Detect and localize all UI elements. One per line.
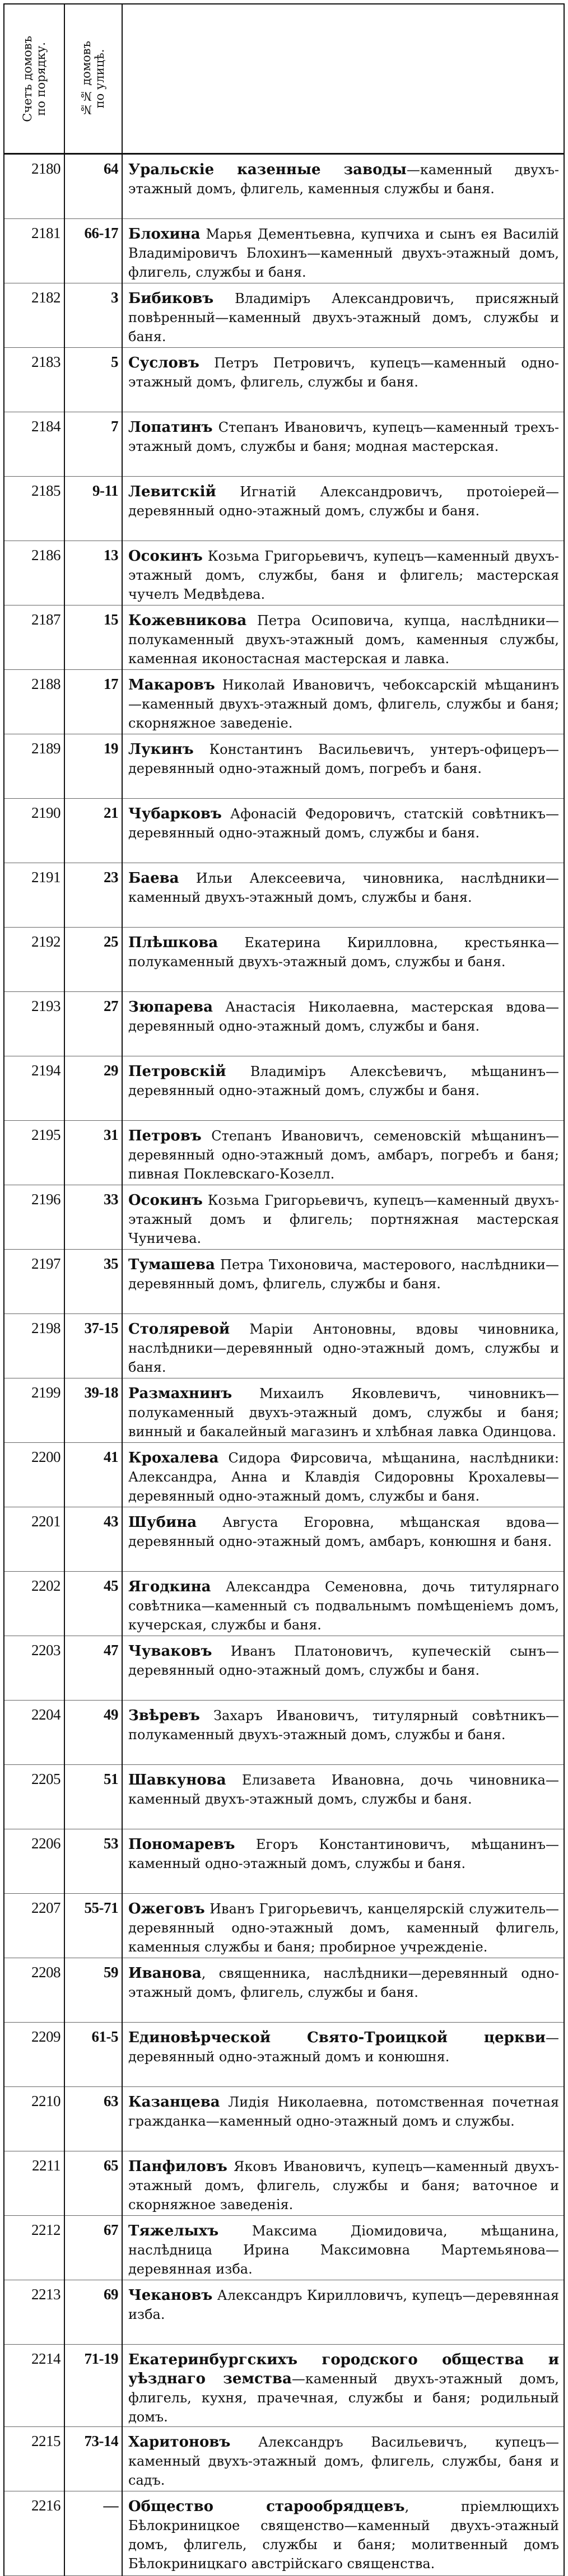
property-details: Августа Егоровна, мѣщанская вдова—деревянный одно-этажный домъ, амбаръ, конюшня и баня.	[128, 1515, 559, 1549]
table-row	[4, 1443, 564, 1507]
owner-name: Шавкунова	[128, 1772, 226, 1788]
table-row	[4, 412, 564, 477]
entry-description	[122, 2023, 564, 2087]
entry-description	[122, 348, 564, 412]
street-number: 17	[64, 670, 122, 734]
owner-name: Иванова	[128, 1965, 202, 1982]
entry-description	[122, 1636, 564, 1701]
table-row	[4, 2151, 564, 2216]
header-street-number-label: №№ домовъ по улицѣ.	[80, 41, 107, 117]
property-details: Иванъ Григорьевичъ, канцелярскій служитель—деревянный одно-этажный домъ, каменный флигель, каменныя службы и баня; пробирное учрежденіе.	[128, 1901, 559, 1955]
table-row	[4, 992, 564, 1056]
owner-name: Ожеговъ	[128, 1900, 205, 1917]
entry-description	[122, 992, 564, 1056]
table-row	[4, 1765, 564, 1829]
table-row	[4, 219, 564, 283]
entry-description	[122, 1765, 564, 1829]
order-number: 2185	[4, 477, 64, 541]
street-number: 66-17	[64, 219, 122, 283]
table-row	[4, 799, 564, 863]
property-details: Анастасія Николаевна, мастерская вдова—деревянный одно-этажный домъ, службы и баня.	[128, 999, 559, 1034]
house-register-table	[3, 3, 565, 2576]
street-number: 13	[64, 541, 122, 605]
street-number: 19	[64, 734, 122, 799]
property-details: Петра Осиповича, купца, наслѣдники—полукаменный двухъ-этажный домъ, каменныя службы, каменная иконостасная мастерская и лавка.	[128, 613, 559, 667]
owner-name: Осокинъ	[128, 1192, 203, 1209]
order-number: 2208	[4, 1958, 64, 2023]
property-details: Степанъ Ивановичъ, купецъ—каменный трехъ-этажный домъ, службы и баня; модная мастерская.	[128, 420, 559, 454]
owner-name: Бибиковъ	[128, 290, 214, 307]
property-details: Захаръ Ивановичъ, титулярный совѣтникъ—полукаменный двухъ-этажный домъ, службы и баня.	[128, 1708, 559, 1743]
owner-name: Зюпарева	[128, 999, 213, 1016]
table-row	[4, 2280, 564, 2345]
entry-description	[122, 1056, 564, 1121]
street-number: 5	[64, 348, 122, 412]
table-row	[4, 1121, 564, 1185]
owner-name: Единовѣрческой Свято-Троицкой церкви	[128, 2029, 546, 2046]
entry-description	[122, 541, 564, 605]
order-number: 2184	[4, 412, 64, 477]
owner-name: Общество старообрядцевъ	[128, 2498, 405, 2515]
street-number: 31	[64, 1121, 122, 1185]
property-details: Николай Ивановичъ, чебоксарскій мѣщанинъ—каменный двухъ-этажный домъ, флигель, службы и баня; скорняжное заведеніе.	[128, 677, 559, 731]
property-details: Александръ Кирилловичъ, купецъ—деревянная изба.	[128, 2288, 559, 2322]
table-row	[4, 734, 564, 799]
street-number: 23	[64, 863, 122, 928]
order-number: 2200	[4, 1443, 64, 1507]
order-number: 2204	[4, 1701, 64, 1765]
street-number: 45	[64, 1572, 122, 1636]
owner-name: Казанцева	[128, 2094, 220, 2111]
order-number: 2187	[4, 605, 64, 670]
entry-description	[122, 412, 564, 477]
table-row	[4, 1829, 564, 1894]
entry-description	[122, 928, 564, 992]
order-number: 2199	[4, 1378, 64, 1443]
order-number: 2193	[4, 992, 64, 1056]
table-row	[4, 283, 564, 348]
table-row	[4, 1250, 564, 1314]
order-number: 2189	[4, 734, 64, 799]
table-row	[4, 2491, 564, 2576]
property-details: —деревянный одно-этажный домъ и конюшня.	[128, 2030, 559, 2065]
street-number: 9-11	[64, 477, 122, 541]
owner-name: Екатеринбургскихъ городского общества и уѣзднаго земства	[128, 2351, 559, 2387]
property-details: Владиміръ Александровичъ, присяжный повѣренный—каменный двухъ-этажный домъ, службы и баня.	[128, 291, 559, 344]
order-number: 2195	[4, 1121, 64, 1185]
property-details: Ильи Алексеевича, чиновника, наслѣдники—каменный двухъ-этажный домъ, службы и баня.	[128, 870, 559, 905]
entry-description	[122, 799, 564, 863]
table-row	[4, 1056, 564, 1121]
owner-name: Ягодкина	[128, 1578, 211, 1595]
table-row	[4, 605, 564, 670]
table-row	[4, 2216, 564, 2280]
property-details: Марья Дементьевна, купчиха и сынъ ея Василій Владиміровичъ Блохинъ—каменный двухъ-этажный домъ, флигель, службы и баня.	[128, 226, 559, 280]
order-number: 2190	[4, 799, 64, 863]
property-details: Александра Семеновна, дочь титулярнаго совѣтника—каменный съ подвальнымъ помѣщеніемъ домъ, кучерская, службы и баня.	[128, 1579, 559, 1633]
order-number: 2206	[4, 1829, 64, 1894]
street-number: 27	[64, 992, 122, 1056]
order-number: 2183	[4, 348, 64, 412]
order-number: 2196	[4, 1185, 64, 1250]
street-number: 33	[64, 1185, 122, 1250]
owner-name: Шубина	[128, 1514, 197, 1531]
header-order-number	[4, 4, 64, 154]
property-details: Лидія Николаевна, потомственная почетная гражданка—каменный одно-этажный домъ и службы.	[128, 2094, 559, 2129]
entry-description	[122, 1829, 564, 1894]
order-number: 2211	[4, 2151, 64, 2216]
entry-description	[122, 2087, 564, 2151]
order-number: 2210	[4, 2087, 64, 2151]
entry-description	[122, 2427, 564, 2491]
order-number: 2215	[4, 2427, 64, 2491]
entry-description	[122, 1250, 564, 1314]
entry-description	[122, 1572, 564, 1636]
property-details: Петра Тихоновича, мастерового, наслѣдники—деревянный домъ, флигель, службы и баня.	[128, 1257, 559, 1292]
order-number: 2205	[4, 1765, 64, 1829]
table-row	[4, 1958, 564, 2023]
owner-name: Петровскій	[128, 1063, 226, 1080]
street-number: 65	[64, 2151, 122, 2216]
owner-name: Плѣшкова	[128, 934, 218, 951]
property-details: —каменный двухъ-этажный домъ, флигель, кухня, прачечная, службы и баня; родильный домъ.	[128, 2371, 560, 2425]
street-number: 29	[64, 1056, 122, 1121]
property-details: Козьма Григорьевичъ, купецъ—каменный двухъ-этажный домъ, службы, баня и флигель; мастерская чучелъ Медвѣдева.	[128, 548, 559, 602]
owner-name: Кожевникова	[128, 612, 247, 629]
order-number: 2202	[4, 1572, 64, 1636]
street-number: 7	[64, 412, 122, 477]
table-row	[4, 1314, 564, 1378]
order-number: 2214	[4, 2345, 64, 2427]
entry-description	[122, 2491, 564, 2576]
street-number: 69	[64, 2280, 122, 2345]
street-number: 35	[64, 1250, 122, 1314]
entry-description	[122, 1507, 564, 1572]
street-number: 51	[64, 1765, 122, 1829]
street-number: 63	[64, 2087, 122, 2151]
order-number: 2180	[4, 154, 64, 219]
entry-description	[122, 605, 564, 670]
order-number: 2181	[4, 219, 64, 283]
property-details: Константинъ Васильевичъ, унтеръ-офицеръ—деревянный одно-этажный домъ, погребъ и баня.	[128, 742, 559, 776]
table-row	[4, 928, 564, 992]
order-number: 2207	[4, 1894, 64, 1958]
owner-name: Чуваковъ	[128, 1643, 212, 1660]
table-row	[4, 348, 564, 412]
entry-description	[122, 1894, 564, 1958]
owner-name: Уральскіе казенные заводы	[128, 161, 407, 178]
owner-name: Осокинъ	[128, 548, 203, 565]
entry-description	[122, 734, 564, 799]
street-number: 67	[64, 2216, 122, 2280]
street-number: 21	[64, 799, 122, 863]
property-details: Максима Діомидовича, мѣщанина, наслѣдница Ирина Максимовна Мартемьянова—деревянная изба.	[128, 2223, 559, 2277]
owner-name: Панфиловъ	[128, 2158, 227, 2175]
street-number: 37-15	[64, 1314, 122, 1378]
property-details: Михаилъ Яковлевичъ, чиновникъ—полукаменный двухъ-этажный домъ, службы и баня; винный и бакалейный магазинъ и хлѣбная лавка Одинцова.	[128, 1386, 559, 1440]
table-row	[4, 1701, 564, 1765]
table-row	[4, 1185, 564, 1250]
owner-name: Чубарковъ	[128, 805, 222, 822]
street-number: 41	[64, 1443, 122, 1507]
entry-description	[122, 477, 564, 541]
street-number: 47	[64, 1636, 122, 1701]
owner-name: Лопатинъ	[128, 419, 213, 436]
header-order-number-label: Счетъ домовъ по порядку.	[20, 35, 48, 122]
owner-name: Левитскій	[128, 483, 216, 500]
street-number: 3	[64, 283, 122, 348]
property-details: Егоръ Константиновичъ, мѣщанинъ—каменный одно-этажный домъ, службы и баня.	[128, 1837, 559, 1871]
entry-description	[122, 863, 564, 928]
entry-description	[122, 1701, 564, 1765]
entry-description	[122, 1314, 564, 1378]
header-street-number	[64, 4, 122, 154]
owner-name: Звѣревъ	[128, 1707, 200, 1724]
order-number: 2213	[4, 2280, 64, 2345]
entry-description	[122, 1958, 564, 2023]
table-row	[4, 1572, 564, 1636]
order-number: 2182	[4, 283, 64, 348]
order-number: 2192	[4, 928, 64, 992]
order-number: 2186	[4, 541, 64, 605]
table-row	[4, 1636, 564, 1701]
street-number: —	[64, 2491, 122, 2576]
table-row	[4, 2023, 564, 2087]
table-row	[4, 2427, 564, 2491]
entry-description	[122, 1378, 564, 1443]
register-body	[4, 154, 564, 2576]
owner-name: Блохина	[128, 226, 201, 243]
order-number: 2194	[4, 1056, 64, 1121]
entry-description	[122, 283, 564, 348]
owner-name: Крохалева	[128, 1450, 219, 1466]
owner-name: Сусловъ	[128, 355, 199, 371]
property-details: Яковъ Ивановичъ, купецъ—каменный двухъ-этажный домъ, флигель, службы и баня; ваточное и скорняжное заведенія.	[128, 2159, 559, 2212]
property-details: Иванъ Платоновичъ, купеческій сынъ—деревянный одно-этажный домъ, службы и баня.	[128, 1643, 559, 1678]
owner-name: Тяжелыхъ	[128, 2223, 219, 2239]
table-row	[4, 2087, 564, 2151]
order-number: 2188	[4, 670, 64, 734]
entry-description	[122, 1443, 564, 1507]
table-row	[4, 477, 564, 541]
owner-name: Тумашева	[128, 1256, 215, 1273]
table-row	[4, 670, 564, 734]
property-details: Маріи Антоновны, вдовы чиновника, наслѣдники—деревянный одно-этажный домъ, службы и баня.	[128, 1321, 559, 1375]
entry-description	[122, 670, 564, 734]
order-number: 2197	[4, 1250, 64, 1314]
street-number: 53	[64, 1829, 122, 1894]
property-details: Козьма Григорьевичъ, купецъ—каменный двухъ-этажный домъ и флигель; портняжная мастерская Чуничева.	[128, 1192, 559, 1246]
order-number: 2191	[4, 863, 64, 928]
owner-name: Чекановъ	[128, 2287, 213, 2304]
owner-name: Пономаревъ	[128, 1836, 235, 1853]
street-number: 43	[64, 1507, 122, 1572]
order-number: 2209	[4, 2023, 64, 2087]
entry-description	[122, 154, 564, 219]
owner-name: Лукинъ	[128, 741, 194, 758]
header-description	[122, 4, 564, 154]
table-row	[4, 1378, 564, 1443]
header-row	[4, 4, 564, 154]
owner-name: Макаровъ	[128, 677, 215, 693]
table-row	[4, 541, 564, 605]
owner-name: Петровъ	[128, 1128, 202, 1144]
table-row	[4, 1507, 564, 1572]
order-number: 2198	[4, 1314, 64, 1378]
owner-name: Баева	[128, 870, 179, 887]
street-number: 49	[64, 1701, 122, 1765]
entry-description	[122, 1185, 564, 1250]
order-number: 2212	[4, 2216, 64, 2280]
property-details: , пріемлющихъ Бѣлокриницкое священство—каменный двухъ-этажный домъ, флигель, службы и баня; молитвенный домъ Бѣлокриницкаго австрійскаго священства.	[128, 2499, 559, 2572]
entry-description	[122, 2345, 564, 2427]
street-number: 64	[64, 154, 122, 219]
street-number: 71-19	[64, 2345, 122, 2427]
entry-description	[122, 219, 564, 283]
property-details: —каменный двухъ-этажный домъ, флигель, каменныя службы и баня.	[128, 162, 559, 197]
owner-name: Столяревой	[128, 1321, 230, 1338]
street-number: 55-71	[64, 1894, 122, 1958]
table-row	[4, 1894, 564, 1958]
street-number: 59	[64, 1958, 122, 2023]
entry-description	[122, 2216, 564, 2280]
owner-name: Харитоновъ	[128, 2434, 231, 2451]
property-details: Елизавета Ивановна, дочь чиновника—каменный двухъ-этажный домъ, службы и баня.	[128, 1772, 559, 1807]
table-row	[4, 863, 564, 928]
street-number: 73-14	[64, 2427, 122, 2491]
street-number: 25	[64, 928, 122, 992]
owner-name: Размахнинъ	[128, 1385, 232, 1402]
entry-description	[122, 1121, 564, 1185]
order-number: 2201	[4, 1507, 64, 1572]
property-details: Петръ Петровичъ, купецъ—каменный одно-этажный домъ, флигель, службы и баня.	[128, 355, 559, 390]
street-number: 15	[64, 605, 122, 670]
order-number: 2216	[4, 2491, 64, 2576]
table-row	[4, 2345, 564, 2427]
property-details: Степанъ Ивановичъ, семеновскій мѣщанинъ—деревянный одно-этажный домъ, амбаръ, погребъ и баня; пивная Поклевскаго-Козелл.	[128, 1128, 559, 1182]
entry-description	[122, 2280, 564, 2345]
street-number: 39-18	[64, 1378, 122, 1443]
property-details: Александръ Васильевичъ, купецъ—каменный двухъ-этажный домъ, флигель, службы, баня и садъ.	[128, 2434, 559, 2488]
property-details: Екатерина Кирилловна, крестьянка—полукаменный двухъ-этажный домъ, службы и баня.	[128, 935, 559, 970]
street-number: 61-5	[64, 2023, 122, 2087]
table-row	[4, 154, 564, 219]
property-details: Игнатій Александровичъ, протоіерей—деревянный одно-этажный домъ, службы и баня.	[128, 484, 559, 519]
property-details: , священника, наслѣдники—деревянный одно-этажный домъ, флигель, службы и баня.	[128, 1965, 559, 2000]
property-details: Сидора Фирсовича, мѣщанина, наслѣдники: Александра, Анна и Клавдія Сидоровны Крохалевы—деревянный одно-этажный домъ, службы и баня.	[128, 1450, 559, 1504]
entry-description	[122, 2151, 564, 2216]
order-number: 2203	[4, 1636, 64, 1701]
property-details: Афонасій Федоровичъ, статскій совѣтникъ—деревянный одно-этажный домъ, службы и баня.	[128, 806, 559, 841]
property-details: Владиміръ Алексѣевичъ, мѣщанинъ—деревянный одно-этажный домъ, службы и баня.	[128, 1064, 559, 1098]
